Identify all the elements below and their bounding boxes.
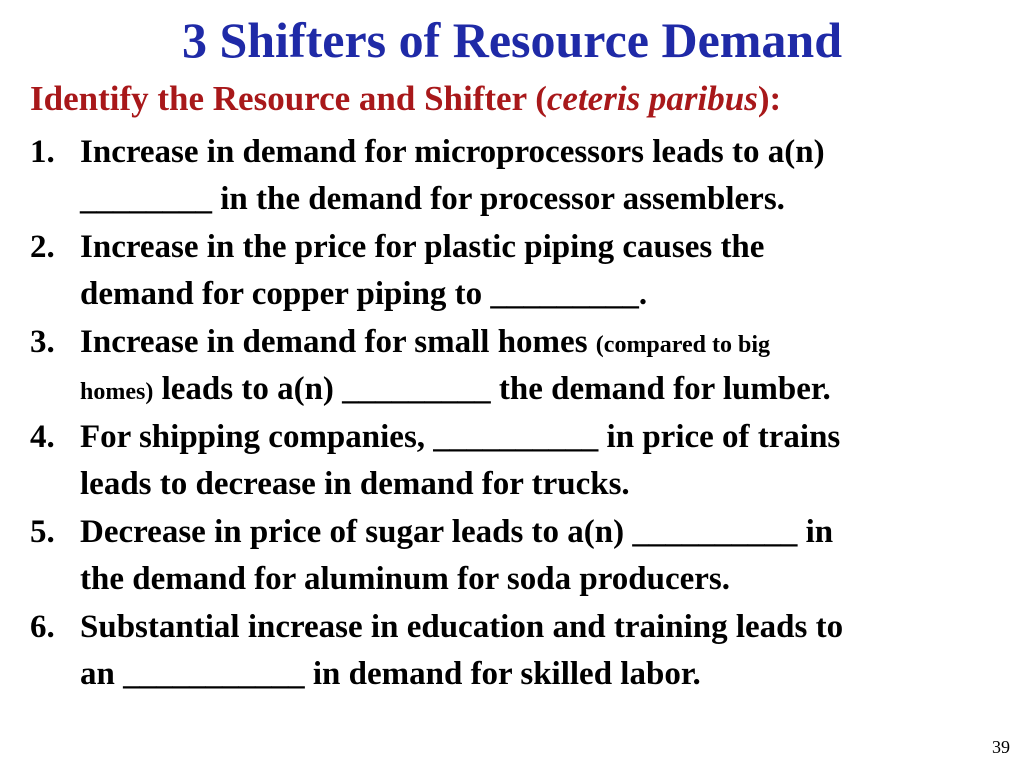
subtitle-suffix: ): (757, 79, 782, 118)
item-line-2-main: leads to a(n) _________ the demand for lumber. (153, 371, 831, 407)
item-line-2: the demand for aluminum for soda producers. (80, 561, 730, 597)
item-number: 3. (30, 324, 55, 360)
item-line-1: Increase in the price for plastic piping causes the (80, 229, 765, 265)
item-number: 2. (30, 229, 55, 265)
item-line-2: an ___________ in demand for skilled labor. (80, 656, 701, 692)
item-number: 4. (30, 419, 55, 455)
item-line-2: leads to decrease in demand for trucks. (80, 466, 630, 502)
item-number: 5. (30, 514, 55, 550)
item-line-2 (80, 366, 831, 416)
item-number: 6. (30, 609, 55, 645)
item-line-1: Increase in demand for microprocessors leads to a(n) (80, 134, 825, 170)
slide-title: 3 Shifters of Resource Demand (181, 12, 843, 68)
page-number: 39 (992, 737, 1010, 757)
item-line-1: For shipping companies, __________ in price of trains (80, 419, 841, 455)
item-line-2-small: homes) (80, 379, 154, 405)
item-line-1: Decrease in price of sugar leads to a(n) __________ in (80, 514, 834, 550)
item-number: 1. (30, 134, 55, 170)
item-line-1-small: (compared to big (595, 332, 771, 358)
subtitle-prefix: Identify the Resource and Shifter ( (30, 79, 547, 118)
slide-subtitle (30, 76, 781, 122)
item-line-1-main: Increase in demand for small homes (80, 324, 596, 360)
item-line-1 (80, 319, 770, 369)
item-line-2: demand for copper piping to _________. (80, 276, 648, 312)
subtitle-italic: ceteris paribus (546, 79, 758, 118)
item-line-2: ________ in the demand for processor assemblers. (80, 181, 785, 217)
item-line-1: Substantial increase in education and training leads to (80, 609, 844, 645)
